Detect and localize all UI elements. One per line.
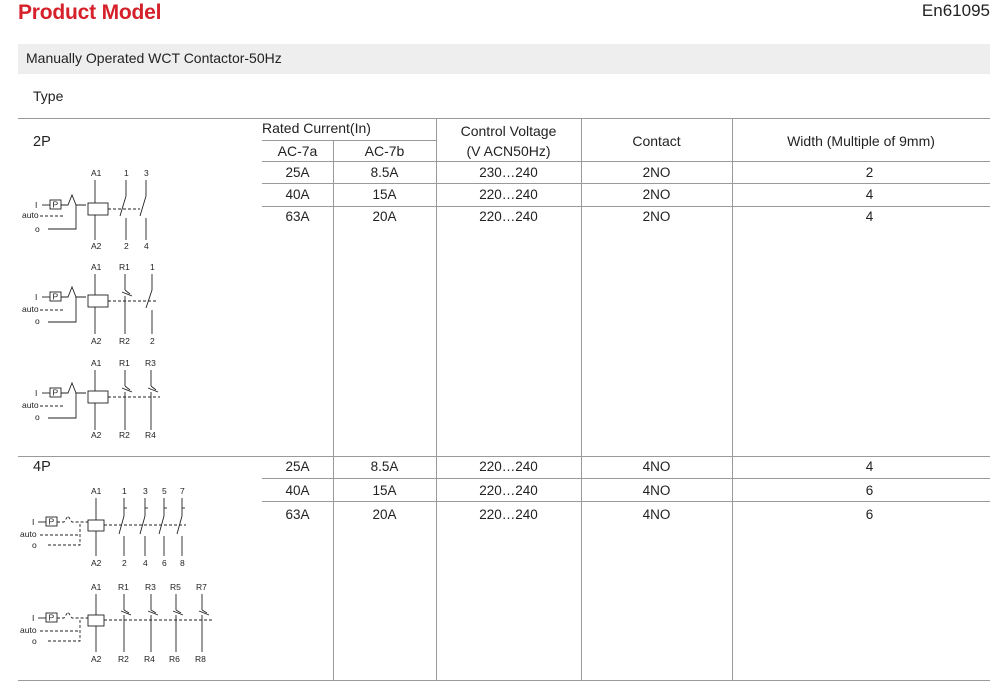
terminal-label: A2 — [91, 336, 102, 346]
column-divider — [436, 118, 437, 680]
cell-contact: 2NO — [642, 165, 671, 180]
section-banner-text: Manually Operated WCT Contactor-50Hz — [26, 50, 282, 66]
header-ac7b: AC-7b — [364, 143, 405, 159]
terminal-label: A1 — [91, 358, 102, 368]
standard-code: En61095 — [921, 1, 990, 20]
terminal-label: R2 — [119, 430, 130, 440]
diagram-switch-on-label: I — [32, 517, 35, 527]
diagram-switch-off-label: o — [35, 412, 40, 422]
cell-ac7a: 25A — [285, 459, 310, 474]
row-divider — [262, 183, 990, 184]
terminal-label: A1 — [91, 262, 102, 272]
terminal-label: R3 — [145, 358, 156, 368]
cell-contact: 4NO — [642, 507, 671, 522]
row-divider — [262, 478, 990, 479]
terminal-label: 2 — [124, 241, 129, 251]
terminal-label: 3 — [143, 486, 148, 496]
terminal-label: 1 — [124, 168, 129, 178]
terminal-label: 4 — [144, 241, 149, 251]
terminal-label: 2 — [122, 558, 127, 568]
cell-ac7a: 40A — [285, 483, 310, 498]
header-ac7a: AC-7a — [277, 143, 318, 159]
diagram-switch-auto-label: auto — [20, 625, 37, 635]
diagram-switch-auto-label: auto — [22, 400, 39, 410]
wiring-diagram-2p-nc — [18, 356, 168, 444]
cell-width: 4 — [865, 459, 874, 474]
terminal-label: R7 — [196, 582, 207, 592]
terminal-label: 4 — [143, 558, 148, 568]
diagram-switch-auto-label: auto — [22, 304, 39, 314]
terminal-label: R5 — [170, 582, 181, 592]
cell-width: 4 — [865, 187, 874, 202]
terminal-label: R1 — [118, 582, 129, 592]
terminal-label: 6 — [162, 558, 167, 568]
column-divider — [732, 118, 733, 680]
cell-width: 2 — [865, 165, 874, 180]
header-bottom-border — [262, 161, 990, 162]
cell-voltage: 220…240 — [479, 483, 538, 498]
row-divider — [262, 206, 990, 207]
terminal-label: 5 — [162, 486, 167, 496]
cell-ac7a: 63A — [285, 507, 310, 522]
table-top-border — [18, 118, 990, 119]
diagram-p-symbol: P — [52, 387, 59, 398]
diagram-p-symbol: P — [52, 199, 59, 210]
terminal-label: 7 — [180, 486, 185, 496]
terminal-label: 8 — [180, 558, 185, 568]
cell-ac7b: 15A — [372, 483, 397, 498]
terminal-label: A2 — [91, 241, 102, 251]
terminal-label: A1 — [91, 486, 102, 496]
wiring-diagram-4p-nc — [18, 580, 218, 668]
diagram-switch-off-label: o — [32, 636, 37, 646]
terminal-label: A1 — [91, 582, 102, 592]
section-banner — [18, 44, 990, 74]
wiring-diagram-2p-main — [18, 166, 168, 254]
cell-ac7a: 63A — [285, 209, 310, 224]
diagram-switch-off-label: o — [32, 540, 37, 550]
row-divider — [262, 501, 990, 502]
diagram-switch-on-label: I — [35, 388, 38, 398]
terminal-label: R2 — [118, 654, 129, 664]
cell-voltage: 220…240 — [479, 187, 538, 202]
wiring-diagram-4p-main — [18, 484, 218, 572]
terminal-label: R1 — [119, 358, 130, 368]
cell-contact: 2NO — [642, 209, 671, 224]
cell-contact: 4NO — [642, 459, 671, 474]
terminal-label: R4 — [144, 654, 155, 664]
cell-voltage: 220…240 — [479, 459, 538, 474]
group-divider — [18, 456, 990, 457]
type-label: Type — [33, 88, 64, 104]
terminal-label: A2 — [91, 654, 102, 664]
column-divider — [581, 118, 582, 680]
header-rated-current: Rated Current(In) — [262, 120, 371, 136]
diagram-switch-off-label: o — [35, 224, 40, 234]
cell-ac7b: 8.5A — [370, 165, 399, 180]
terminal-label: R6 — [169, 654, 180, 664]
cell-ac7b: 20A — [372, 507, 397, 522]
terminal-label: R8 — [195, 654, 206, 664]
terminal-label: R4 — [145, 430, 156, 440]
cell-contact: 2NO — [642, 187, 671, 202]
cell-ac7b: 15A — [372, 187, 397, 202]
terminal-label: 1 — [150, 262, 155, 272]
cell-width: 6 — [865, 483, 874, 498]
diagram-switch-on-label: I — [32, 613, 35, 623]
subheader-divider — [262, 140, 436, 141]
terminal-label: 1 — [122, 486, 127, 496]
cell-ac7a: 40A — [285, 187, 310, 202]
header-control-voltage-unit: (V ACN50Hz) — [466, 143, 551, 159]
cell-contact: 4NO — [642, 483, 671, 498]
diagram-p-symbol: P — [52, 291, 59, 302]
group-label-4p: 4P — [33, 459, 51, 475]
cell-voltage: 220…240 — [479, 507, 538, 522]
cell-ac7b: 20A — [372, 209, 397, 224]
page-title: Product Model — [18, 1, 162, 24]
header-control-voltage: Control Voltage — [460, 123, 557, 139]
terminal-label: A2 — [91, 430, 102, 440]
header-width: Width (Multiple of 9mm) — [787, 133, 935, 149]
cell-voltage: 220…240 — [479, 209, 538, 224]
terminal-label: 3 — [144, 168, 149, 178]
terminal-label: A2 — [91, 558, 102, 568]
cell-ac7a: 25A — [285, 165, 310, 180]
diagram-switch-on-label: I — [35, 200, 38, 210]
diagram-switch-on-label: I — [35, 292, 38, 302]
terminal-label: A1 — [91, 168, 102, 178]
terminal-label: R2 — [119, 336, 130, 346]
diagram-p-symbol: P — [48, 612, 55, 623]
diagram-p-symbol: P — [48, 516, 55, 527]
cell-voltage: 230…240 — [479, 165, 538, 180]
cell-ac7b: 8.5A — [370, 459, 399, 474]
header-contact: Contact — [632, 133, 681, 149]
wiring-diagram-2p-nc-no — [18, 260, 168, 348]
terminal-label: R1 — [119, 262, 130, 272]
terminal-label: R3 — [145, 582, 156, 592]
group-label-2p: 2P — [33, 134, 51, 150]
cell-width: 4 — [865, 209, 874, 224]
diagram-switch-auto-label: auto — [20, 529, 37, 539]
diagram-switch-auto-label: auto — [22, 210, 39, 220]
cell-width: 6 — [865, 507, 874, 522]
table-bottom-border — [18, 680, 990, 681]
terminal-label: 2 — [150, 336, 155, 346]
diagram-switch-off-label: o — [35, 316, 40, 326]
